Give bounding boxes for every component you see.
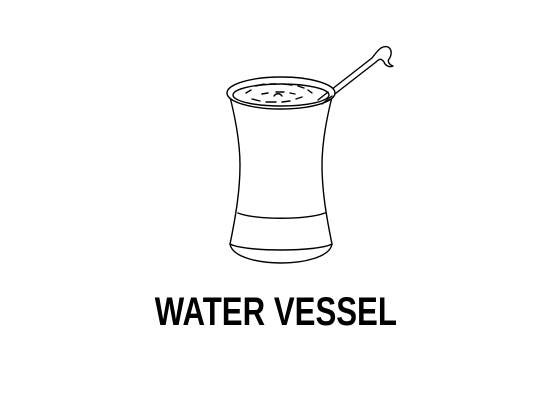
caption: WATER VESSEL	[154, 290, 397, 334]
cup-rim	[227, 77, 335, 109]
cup-body	[229, 93, 333, 263]
